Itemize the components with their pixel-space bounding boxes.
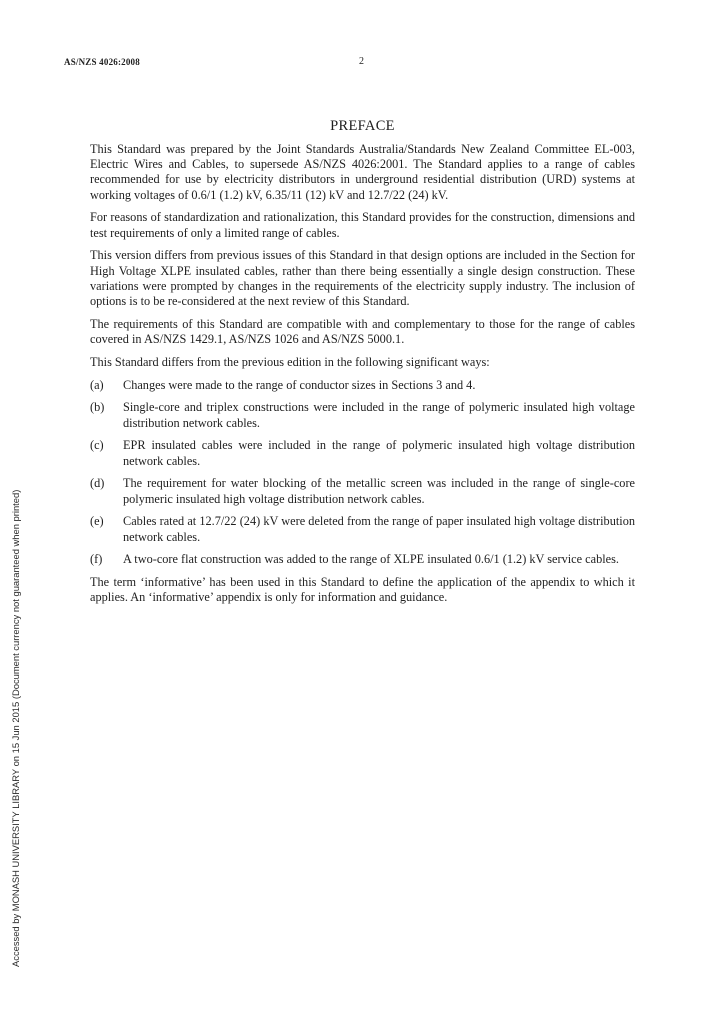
paragraph-scope: This Standard was prepared by the Joint Standards Australia/Standards New Zealand Committee EL-003, Electric Wires and Cables, to supersede AS/NZS 4026:2001. The Standard applies to a range of cables recommended for use by electricity distributors in underground residential distribution (URD) systems at working voltages of 0.6/1 (1.2) kV, 6.35/11 (12) kV and 12.7/22 (24) kV.: [90, 142, 635, 202]
list-item-text: EPR insulated cables were included in the range of polymeric insulated high voltage distribution network cables.: [123, 438, 635, 468]
access-watermark-note: Accessed by MONASH UNIVERSITY LIBRARY on 15 Jun 2015 (Document currency not guaranteed when printed): [10, 489, 21, 967]
list-item: [90, 552, 635, 567]
list-item-text: Single-core and triplex constructions were included in the range of polymeric insulated high voltage distribution network cables.: [123, 400, 635, 430]
list-item-text: A two-core flat construction was added to the range of XLPE insulated 0.6/1 (1.2) kV service cables.: [123, 552, 619, 567]
paragraph-rationalization: For reasons of standardization and rationalization, this Standard provides for the construction, dimensions and test requirements of only a limited range of cables.: [90, 210, 635, 240]
list-item-text: Cables rated at 12.7/22 (24) kV were deleted from the range of paper insulated high voltage distribution network cables.: [123, 514, 635, 544]
list-item-text: The requirement for water blocking of the metallic screen was included in the range of single-core polymeric insulated high voltage distribution network cables.: [123, 476, 635, 506]
paragraph-version-differences: This version differs from previous issues of this Standard in that design options are included in the Section for High Voltage XLPE insulated cables, rather than there being essentially a single design construction. These variations were prompted by changes in the requirements of the electricity supply industry. The inclusion of options is to be re-considered at the next review of this Standard.: [90, 248, 635, 309]
page-number: 2: [359, 56, 364, 67]
preface-body: [90, 142, 635, 613]
paragraph-informative-term: The term ‘informative’ has been used in this Standard to define the application of the appendix to which it applies. An ‘informative’ appendix is only for information and guidance.: [90, 575, 635, 605]
paragraph-changes-intro: This Standard differs from the previous edition in the following significant ways:: [90, 354, 490, 369]
page-title: PREFACE: [330, 118, 395, 134]
list-item: [90, 400, 635, 430]
list-item: [90, 476, 635, 506]
list-item: [90, 378, 635, 393]
list-marker: (d): [90, 476, 105, 491]
list-marker: (e): [90, 514, 104, 529]
list-item-text: Changes were made to the range of conductor sizes in Sections 3 and 4.: [123, 377, 476, 392]
paragraph-compatibility: The requirements of this Standard are compatible with and complementary to those for the range of cables covered in AS/NZS 1429.1, AS/NZS 1026 and AS/NZS 5000.1.: [90, 316, 635, 347]
standard-id-header: AS/NZS 4026:2008: [64, 57, 140, 67]
list-item: [90, 438, 635, 468]
list-marker: (f): [90, 552, 103, 567]
list-marker: (c): [90, 438, 104, 453]
changes-list: [90, 378, 635, 568]
list-item: [90, 514, 635, 544]
list-marker: (a): [90, 377, 104, 392]
list-marker: (b): [90, 400, 105, 415]
